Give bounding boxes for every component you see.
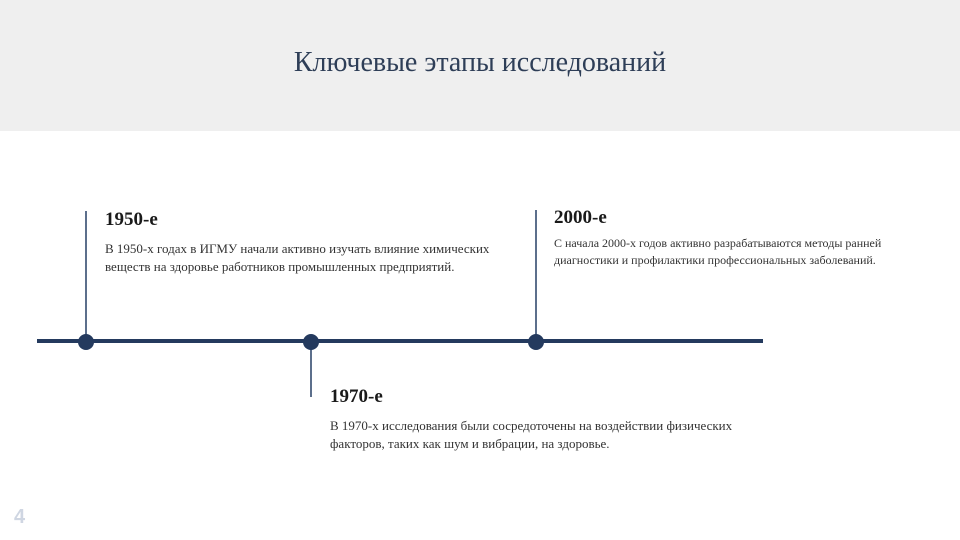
slide-title: Ключевые этапы исследований [293, 47, 667, 78]
timeline-entry-1950s [105, 209, 490, 276]
entry-year: 1950-е [105, 209, 158, 230]
connector-1950s [85, 211, 87, 341]
timeline-dot-2000s [528, 334, 544, 350]
timeline-dot-1950s [78, 334, 94, 350]
entry-description: В 1950-х годах в ИГМУ начали активно изучать влияние химических веществ на здоровье работников промышленных предприятий. [105, 241, 490, 274]
timeline-entry-1970s [330, 386, 760, 453]
entry-year: 2000-е [554, 207, 607, 228]
entry-description: В 1970-х исследования были сосредоточены на воздействии физических факторов, таких как шум и вибрации, на здоровье. [330, 418, 733, 451]
entry-year: 1970-е [330, 386, 383, 407]
page-number: 4 [14, 506, 26, 528]
entry-description: С начала 2000-х годов активно разрабатываются методы ранней диагностики и профилактики профессиональных заболеваний. [554, 236, 882, 267]
timeline-entry-2000s [554, 207, 926, 269]
connector-2000s [535, 210, 537, 341]
timeline-dot-1970s [303, 334, 319, 350]
timeline-line [37, 339, 763, 343]
